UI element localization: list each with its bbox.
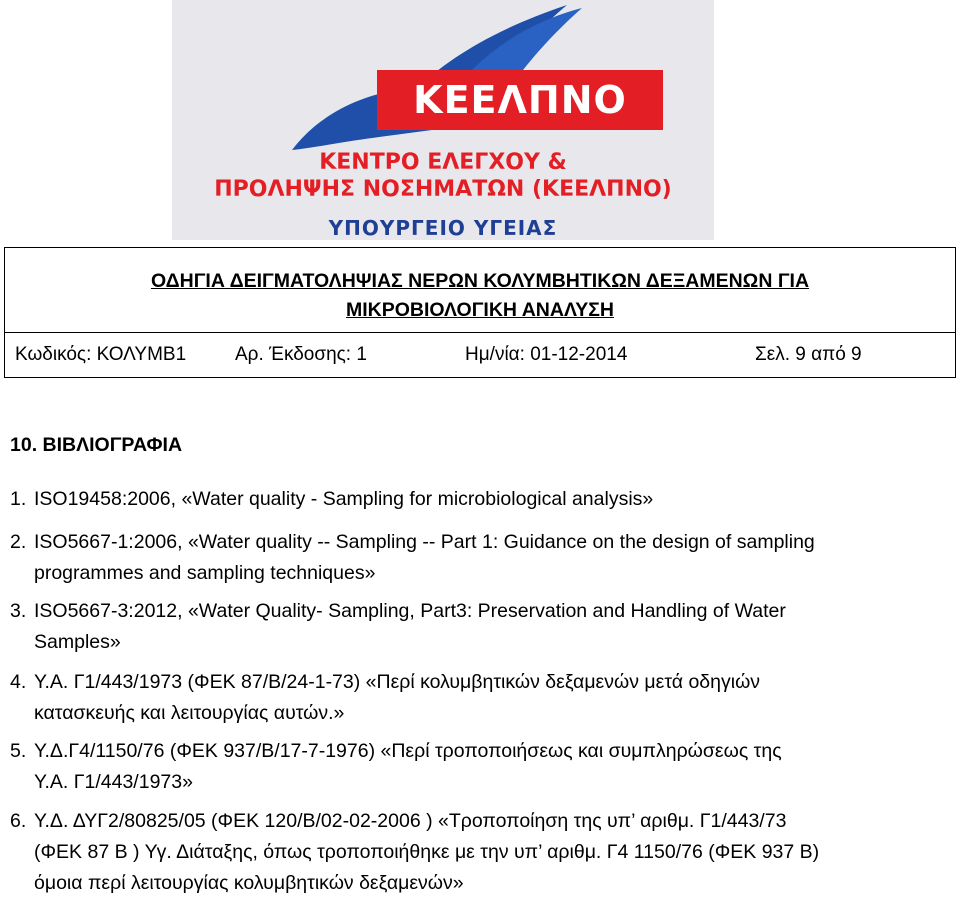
reference-text: Υ.Δ.Γ4/1150/76 (ΦΕΚ 937/Β/17-7-1976) «Περί τροποποιήσεως και συμπληρώσεως της bbox=[34, 740, 782, 762]
keelpno-logo bbox=[172, 0, 714, 240]
reference-text-continued: κατασκευής και λειτουργίας αυτών.» bbox=[34, 702, 345, 724]
reference-number: 5. bbox=[10, 740, 27, 762]
reference-item-2 bbox=[10, 527, 886, 589]
logo-ministry: ΥΠΟΥΡΓΕΙΟ ΥΓΕΙΑΣ bbox=[328, 216, 558, 240]
reference-text: ISO19458:2006, «Water quality - Sampling for microbiological analysis» bbox=[34, 488, 654, 510]
reference-number: 6. bbox=[10, 810, 27, 832]
reference-item-6 bbox=[10, 806, 886, 899]
reference-number: 4. bbox=[10, 671, 27, 693]
reference-item-4 bbox=[10, 667, 886, 729]
reference-number: 3. bbox=[10, 600, 27, 622]
reference-text: Υ.Δ. ΔΥΓ2/80825/05 (ΦΕΚ 120/Β/02-02-2006 ) «Τροποποίηση της υπ’ αριθμ. Γ1/443/73 bbox=[34, 810, 787, 832]
reference-text-continued: Υ.Α. Γ1/443/1973» bbox=[34, 771, 193, 793]
reference-item-3 bbox=[10, 596, 886, 658]
section-heading: 10. ΒΙΒΛΙΟΓΡΑΦΙΑ bbox=[10, 434, 183, 456]
document-info-row bbox=[5, 333, 956, 378]
reference-text-continued: όμοια περί λειτουργίας κολυμβητικών δεξαμενών» bbox=[34, 872, 464, 894]
document-page: Σελ. 9 από 9 bbox=[755, 344, 862, 365]
logo-center-line2: ΠΡΟΛΗΨΗΣ ΝΟΣΗΜΑΤΩΝ (ΚΕΕΛΠΝΟ) bbox=[214, 177, 672, 202]
reference-number: 1. bbox=[10, 488, 27, 510]
reference-text: ISO5667-1:2006, «Water quality -- Sampling -- Part 1: Guidance on the design of sampling bbox=[34, 531, 815, 553]
logo-center-line1: ΚΕΝΤΡΟ ΕΛΕΓΧΟΥ & bbox=[319, 150, 567, 175]
document-edition: Αρ. Έκδοσης: 1 bbox=[235, 344, 367, 365]
reference-number: 2. bbox=[10, 531, 27, 553]
document-code: Κωδικός: ΚΟΛΥΜΒ1 bbox=[15, 344, 187, 365]
title-line-2: ΜΙΚΡΟΒΙΟΛΟΓΙΚΗ ΑΝΑΛΥΣΗ bbox=[346, 299, 614, 321]
reference-text-continued: programmes and sampling techniques» bbox=[34, 562, 376, 584]
reference-text-continued: (ΦΕΚ 87 Β ) Υγ. Διάταξης, όπως τροποποιήθηκε με την υπ’ αριθμ. Γ4 1150/76 (ΦΕΚ 937 Β) bbox=[34, 841, 820, 863]
document-date: Ημ/νία: 01-12-2014 bbox=[465, 344, 628, 365]
reference-item-5 bbox=[10, 736, 886, 798]
reference-text: ISO5667-3:2012, «Water Quality- Sampling, Part3: Preservation and Handling of Water bbox=[34, 600, 786, 622]
reference-item-1 bbox=[10, 484, 886, 515]
brand-text: ΚΕΕΛΠΝΟ bbox=[413, 78, 627, 122]
document-title bbox=[5, 248, 956, 333]
title-line-1: ΟΔΗΓΙΑ ΔΕΙΓΜΑΤΟΛΗΨΙΑΣ ΝΕΡΩΝ ΚΟΛΥΜΒΗΤΙΚΩΝ ΔΕΞΑΜΕΝΩΝ ΓΙΑ bbox=[150, 270, 810, 292]
reference-text-continued: Samples» bbox=[34, 631, 121, 653]
document-header bbox=[4, 247, 956, 378]
reference-text: Υ.Α. Γ1/443/1973 (ΦΕΚ 87/Β/24-1-73) «Περί κολυμβητικών δεξαμενών μετά οδηγιών bbox=[34, 671, 761, 693]
